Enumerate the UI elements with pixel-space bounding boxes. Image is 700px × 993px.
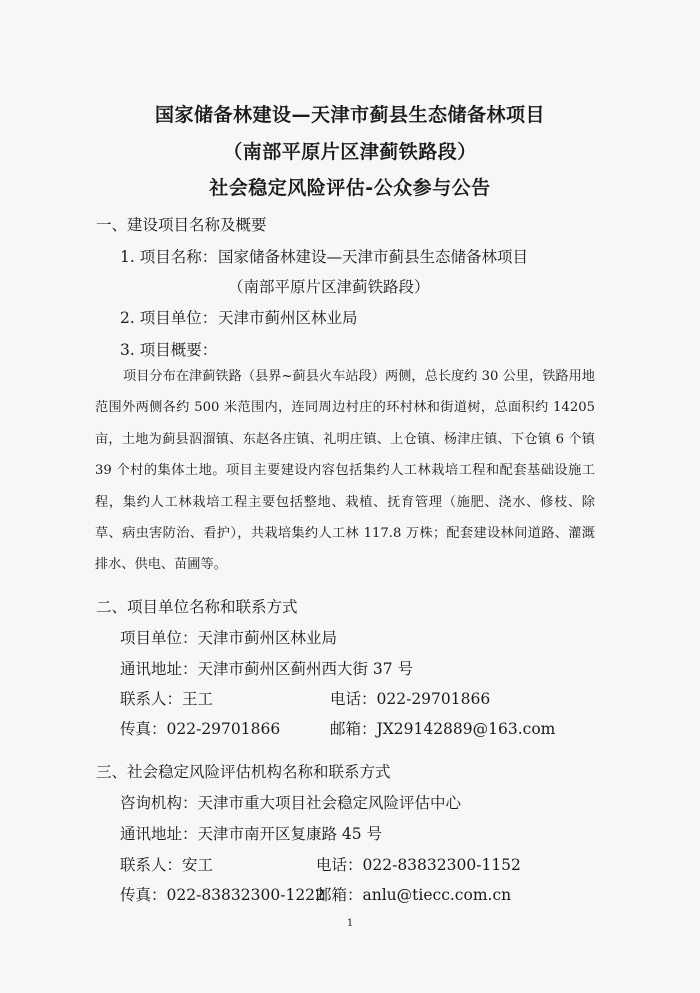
item-1-label: 1. 项目名称： xyxy=(120,248,218,266)
unit-phone: 电话：022-29701866 xyxy=(330,690,491,708)
item-2-value: 天津市蓟州区林业局 xyxy=(218,309,358,327)
unit-email: 邮箱：JX29142889@163.com xyxy=(330,720,556,738)
title-line-2: （南部平原片区津蓟铁路段） xyxy=(223,141,477,163)
section-3-heading: 三、社会稳定风险评估机构名称和联系方式 xyxy=(96,763,391,781)
agency-address: 通讯地址：天津市南开区复康路 45 号 xyxy=(120,825,383,843)
page-number: 1 xyxy=(346,918,354,929)
item-1-value-continued: （南部平原片区津蓟铁路段） xyxy=(228,278,430,296)
agency-phone: 电话：022-83832300-1152 xyxy=(316,856,521,874)
section-1-heading: 一、建设项目名称及概要 xyxy=(96,216,267,234)
agency-info: 咨询机构：天津市重大项目社会稳定风险评估中心 xyxy=(120,794,462,812)
unit-contact: 联系人：王工 xyxy=(120,690,214,708)
item-3-label: 3. 项目概要： xyxy=(120,341,218,359)
project-overview-paragraph: 项目分布在津蓟铁路（县界~蓟县火车站段）两侧，总长度约 30 公里，铁路用地范围外两侧各约 500 米范围内，连同周边村庄的环村林和街道树，总面积约 14205 亩，土地为蓟县泅溜镇、东赵各庄镇、礼明庄镇、上仓镇、杨津庄镇、下仓镇 6 个镇 39 个村的集体土地。项目主要建设内容包括集约人工林栽培工程和配套基础设施工程，集约人工林栽培工程主要包括整地、栽植、抚育管理（施肥、浇水、修枝、除草、病虫害防治、看护），共栽培集约人工林 117.8 万株；配套建设林间道路、灌溉排水、供电、苗圃等。 xyxy=(95,369,595,573)
title-line-3: 社会稳定风险评估-公众参与公告 xyxy=(209,177,491,199)
unit-address: 通讯地址：天津市蓟州区蓟州西大街 37 号 xyxy=(120,660,414,678)
agency-email: 邮箱：anlu@tiecc.com.cn xyxy=(316,886,512,904)
item-1-value: 国家储备林建设—天津市蓟县生态储备林项目 xyxy=(218,248,529,266)
agency-fax: 传真：022-83832300-1222 xyxy=(120,886,325,904)
unit-fax: 传真：022-29701866 xyxy=(120,720,281,738)
item-2-label: 2. 项目单位： xyxy=(120,309,218,327)
section-2-heading: 二、项目单位名称和联系方式 xyxy=(96,598,298,616)
title-line-1: 国家储备林建设—天津市蓟县生态储备林项目 xyxy=(154,104,545,126)
unit-info: 项目单位：天津市蓟州区林业局 xyxy=(120,629,338,647)
agency-contact: 联系人：安工 xyxy=(120,856,214,874)
